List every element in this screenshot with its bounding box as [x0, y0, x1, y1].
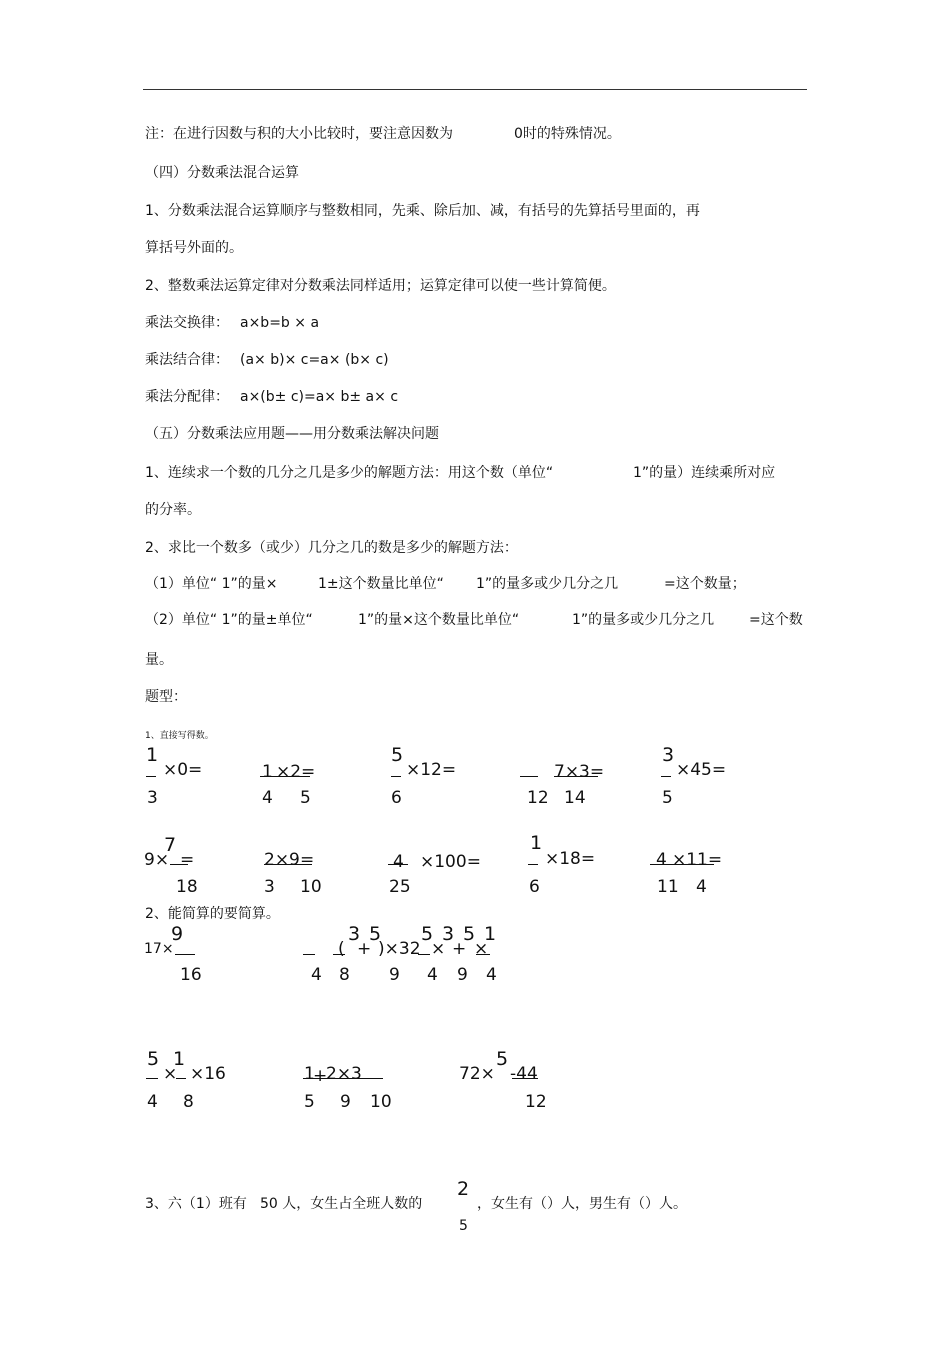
math-token: 8 — [183, 1092, 194, 1112]
note-text: 注：在进行因数与积的大小比较时，要注意因数为 — [145, 126, 453, 142]
math-token: 5 — [147, 1048, 160, 1070]
math-token: 12 — [527, 788, 549, 808]
paragraph-1-cont: 算括号外面的。 — [145, 240, 243, 256]
math-token: × — [163, 1064, 178, 1084]
method-2-item-2c: 1”的量多或少几分之几 — [572, 612, 715, 628]
math-token: 5 — [463, 923, 476, 945]
math-token: -44 — [510, 1064, 538, 1084]
paragraph-2: 2、整数乘法运算定律对分数乘法同样适用；运算定律可以使一些计算简便。 — [145, 278, 616, 294]
math-token: 2×9 — [264, 850, 300, 870]
math-token: 11 — [657, 877, 679, 897]
math-token: ×45= — [676, 760, 727, 780]
math-token: ×0= — [163, 760, 203, 780]
fraction-bar — [418, 954, 430, 955]
method-2-item-1a: （1）单位“ 1”的量× — [145, 576, 278, 592]
fraction-bar — [512, 1078, 538, 1079]
math-token: 4 — [656, 850, 667, 870]
method-1-cont: 的分率。 — [145, 502, 201, 518]
math-token: 16 — [180, 965, 202, 985]
math-token: 10 — [300, 877, 322, 897]
math-token: 72× — [459, 1064, 495, 1084]
method-2-item-1c: 1”的量多或少几分之几 — [476, 576, 619, 592]
math-token: 6 — [391, 788, 402, 808]
math-token: 5 — [304, 1092, 315, 1112]
method-2-item-1d: =这个数量； — [664, 576, 746, 592]
method-2-item-2b: 1”的量×这个数量比单位“ — [358, 612, 520, 628]
math-token: 1 — [262, 762, 273, 782]
math-token: ×16 — [190, 1064, 226, 1084]
math-token: ×2= — [276, 762, 316, 782]
math-token: 1 — [484, 923, 497, 945]
math-token: 7×3= — [554, 762, 605, 782]
math-token: 5 — [662, 788, 673, 808]
math-token: ( — [338, 939, 345, 959]
section-5-heading: （五）分数乘法应用题——用分数乘法解决问题 — [145, 426, 439, 442]
math-token: 1 — [530, 832, 543, 854]
math-token: 18 — [176, 877, 198, 897]
section-4-heading: （四）分数乘法混合运算 — [145, 165, 299, 181]
law-commutative-expr: a×b=b × a — [240, 315, 320, 331]
math-token: × — [474, 939, 489, 959]
law-associative-expr: (a× b)× c=a× (b× c) — [240, 352, 389, 368]
math-token: 2 — [457, 1178, 470, 1200]
paragraph-1: 1、分数乘法混合运算顺序与整数相同，先乘、除后加、减，有括号的先算括号里面的，再 — [145, 203, 700, 219]
method-2-item-1b: 1±这个数量比单位“ — [318, 576, 444, 592]
math-token: 5 — [421, 923, 434, 945]
math-token: 3 — [662, 744, 675, 766]
method-1-b: 1”的量）连续乘所对应 — [633, 465, 776, 481]
math-token: 4 — [147, 1092, 158, 1112]
math-token: 2×3 — [326, 1064, 362, 1084]
math-token: 4 — [696, 877, 707, 897]
math-token: + — [452, 939, 467, 959]
math-token: 5 — [300, 788, 311, 808]
exercise-3-text-a: 3、六（1）班有 — [145, 1196, 247, 1212]
exercise-2-heading: 2、能简算的要简算。 — [145, 906, 280, 922]
method-2-item-2e: 量。 — [145, 652, 173, 668]
math-token: 9 — [171, 923, 184, 945]
math-token: 3 — [442, 923, 455, 945]
math-token: 1 — [146, 744, 159, 766]
math-token: + — [313, 1066, 328, 1086]
math-token: 4 — [262, 788, 273, 808]
math-token: 9 — [389, 965, 400, 985]
fraction-bar — [303, 954, 315, 955]
law-commutative-name: 乘法交换律： — [145, 315, 229, 331]
question-types-label: 题型： — [145, 689, 187, 705]
math-token: 7 — [164, 834, 177, 856]
math-token: 5 — [496, 1048, 509, 1070]
fraction-bar — [260, 776, 310, 777]
math-token: 4 — [311, 965, 322, 985]
fraction-bar — [528, 864, 538, 865]
exercise-3-text-b: 50 人，女生占全班人数的 — [260, 1196, 423, 1212]
header-rule — [143, 89, 807, 90]
fraction-bar — [175, 954, 195, 955]
math-token: 4 — [486, 965, 497, 985]
math-token: 5 — [459, 1218, 468, 1234]
math-token: 6 — [529, 877, 540, 897]
math-token: )×32 — [378, 939, 421, 959]
math-token: × — [431, 939, 446, 959]
exercise-3-text-c: ，女生有（）人，男生有（）人。 — [477, 1196, 687, 1212]
math-token: 5 — [391, 744, 404, 766]
math-token: 9 — [340, 1092, 351, 1112]
math-token: 1 — [304, 1064, 315, 1084]
fraction-bar — [520, 776, 538, 777]
math-token: 1 — [173, 1048, 186, 1070]
math-token: 3 — [147, 788, 158, 808]
math-token: 4 — [427, 965, 438, 985]
law-associative-name: 乘法结合律： — [145, 352, 229, 368]
math-token: 12 — [525, 1092, 547, 1112]
math-token: 9 — [457, 965, 468, 985]
math-token: 4 — [393, 852, 404, 872]
fraction-bar — [146, 776, 156, 777]
math-token: = — [180, 850, 195, 870]
math-token: ×18= — [545, 849, 596, 869]
math-token: 17× — [144, 941, 174, 957]
fraction-bar — [391, 776, 401, 777]
fraction-bar — [303, 1078, 383, 1079]
note-text-2: 0时的特殊情况。 — [514, 126, 621, 142]
fraction-bar — [476, 954, 490, 955]
math-token: ×11= — [672, 850, 723, 870]
fraction-bar — [146, 1078, 158, 1079]
method-2-item-2d: =这个数 — [749, 612, 803, 628]
math-token: 10 — [370, 1092, 392, 1112]
exercise-1-heading: 1、直接写得数。 — [145, 731, 214, 741]
math-token: 3 — [348, 923, 361, 945]
math-token: 14 — [564, 788, 586, 808]
method-2-item-2a: （2）单位“ 1”的量±单位“ — [145, 612, 313, 628]
fraction-bar — [176, 1078, 186, 1079]
fraction-bar — [661, 776, 671, 777]
method-1: 1、连续求一个数的几分之几是多少的解题方法：用这个数（单位“ — [145, 465, 554, 481]
fraction-bar — [554, 776, 598, 777]
math-token: + — [357, 939, 372, 959]
math-token: 5 — [369, 923, 382, 945]
law-distributive-name: 乘法分配律： — [145, 389, 229, 405]
method-2: 2、求比一个数多（或少）几分之几的数是多少的解题方法： — [145, 540, 518, 556]
fraction-bar — [388, 864, 408, 865]
math-token: 9× — [144, 850, 170, 870]
math-token: 8 — [339, 965, 350, 985]
math-token: 3 — [264, 877, 275, 897]
fraction-bar — [264, 864, 312, 865]
math-token: = — [300, 850, 315, 870]
math-token: ×12= — [406, 760, 457, 780]
math-token: ×100= — [420, 852, 481, 872]
law-distributive-expr: a×(b± c)=a× b± a× c — [240, 389, 399, 405]
math-token: 25 — [389, 877, 411, 897]
